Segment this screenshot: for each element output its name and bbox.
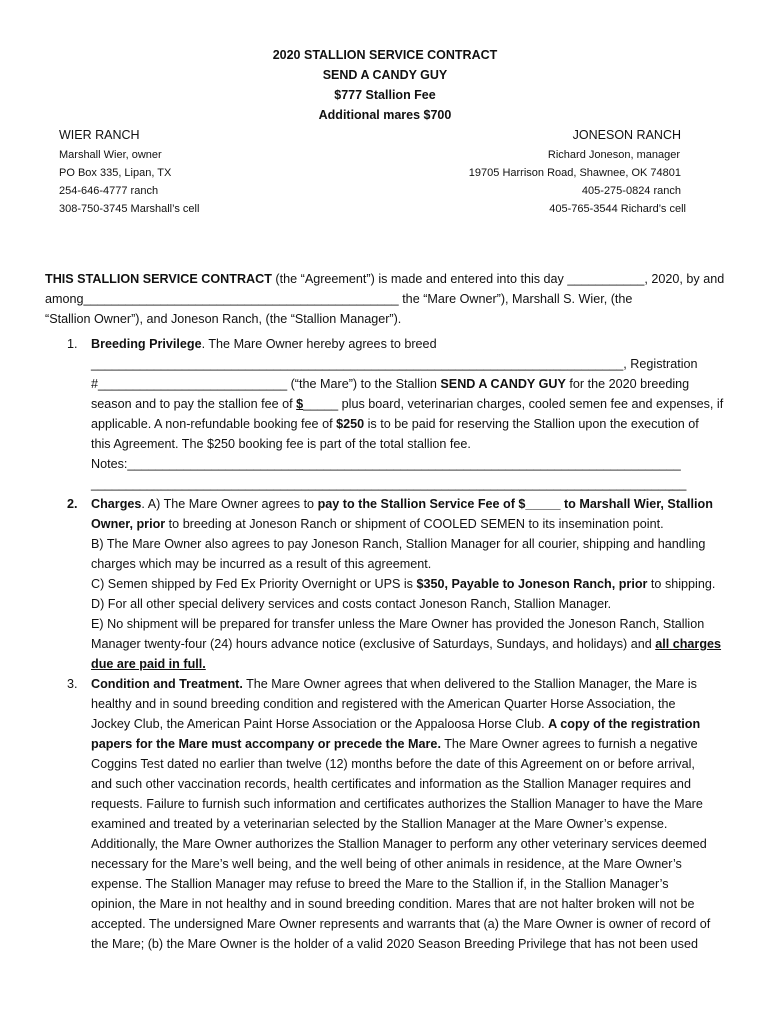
booking-fee: $250	[336, 417, 365, 431]
left-ranch-name: WIER RANCH	[59, 128, 140, 142]
intro-line-3: “Stallion Owner”), and Joneson Ranch, (the “Stallion Manager”).	[45, 311, 402, 326]
text-line: the Mare; (b) the Mare Owner is the holder of a valid 2020 Season Breeding Privilege that has not been used	[91, 937, 698, 951]
text-line: The Mare Owner agrees to furnish a negative	[440, 737, 698, 751]
text-line: Additionally, the Mare Owner authorizes the Stallion Manager to perform any other veterinary services deemed	[91, 837, 707, 851]
text-line: expense. The Stallion Manager may refuse to breed the Mare to the Stallion if, in the Stallion Manager’s	[91, 877, 669, 891]
text-bold-underlined: all charges	[655, 637, 722, 651]
notes-line: _____________________________________________________________________________________	[91, 477, 687, 491]
intro-line-2: among_____________________________________________ the “Mare Owner”), Marshall S. Wier, (the	[45, 291, 633, 306]
text-line: examined and treated by a veterinarian selected by the Stallion Manager at the Mare Owner’s expense.	[91, 817, 668, 831]
text-line: accepted. The undersigned Mare Owner represents and warrants that (a) the Mare Owner is owner of record of	[91, 917, 711, 931]
intro-bold: THIS STALLION SERVICE CONTRACT	[45, 272, 272, 286]
section-number: 2.	[67, 497, 78, 511]
text-line: Manager twenty-four (24) hours advance notice (exclusive of Saturdays, Sundays, and holidays) and	[91, 637, 656, 651]
left-ranch-phone: 254-646-4777 ranch	[59, 185, 159, 197]
fee-symbol: $	[296, 397, 304, 411]
text-line: and such other vaccination records, health certificates and information as the Stallion Manager requires and	[91, 777, 691, 791]
left-ranch-address: PO Box 335, Lipan, TX	[59, 167, 172, 179]
section-charges	[67, 494, 727, 674]
text-line: E) No shipment will be prepared for transfer unless the Mare Owner has provided the Joneson Ranch, Stallion	[91, 617, 705, 631]
text-bold-underlined: due are paid in full.	[91, 657, 206, 671]
text-line: charges which may be incurred as a result of this agreement.	[91, 557, 432, 571]
stallion-fee: $777 Stallion Fee	[334, 88, 436, 102]
text-line: applicable. A non-refundable booking fee of	[91, 417, 337, 431]
section-breeding-privilege	[67, 334, 727, 494]
text-line: opinion, the Mare in not healthy and in sound breeding condition. Mares that are not halter broken will not be	[91, 897, 695, 911]
text-bold: $350, Payable to Joneson Ranch, prior	[416, 577, 648, 591]
contract-title: 2020 STALLION SERVICE CONTRACT	[272, 48, 498, 62]
text-line: for the 2020 breeding	[565, 377, 690, 391]
right-ranch-phone: 405-275-0824 ranch	[581, 185, 681, 197]
text-line: healthy and in sound breeding condition and registered with the American Quarter Horse Association, the	[91, 697, 676, 711]
section-number: 3.	[67, 677, 78, 691]
text-line: B) The Mare Owner also agrees to pay Joneson Ranch, Stallion Manager for all courier, shipping and handling	[91, 537, 706, 551]
text-line: Coggins Test dated no earlier than twelve (12) months before the date of this Agreement on or before arrival,	[91, 757, 695, 771]
text-line: is to be paid for reserving the Stallion upon the execution of	[364, 417, 699, 431]
text-line: _____ plus board, veterinarian charges, cooled semen fee and expenses, if	[303, 397, 724, 411]
notes-line: Notes:_______________________________________________________________________________	[91, 457, 681, 471]
intro-paragraph	[45, 270, 725, 329]
section-number: 1.	[67, 337, 78, 351]
text-line: C) Semen shipped by Fed Ex Priority Overnight or UPS is	[91, 577, 417, 591]
additional-mares-fee: Additional mares $700	[318, 108, 452, 122]
text-line: requests. Failure to furnish such information and certificates authorizes the Stallion Manager to have the Mare	[91, 797, 703, 811]
stallion-name: SEND A CANDY GUY	[322, 68, 448, 82]
text-line: The Mare Owner agrees that when delivered to the Stallion Manager, the Mare is	[242, 677, 697, 691]
text-bold: Owner, prior	[91, 517, 166, 531]
section-heading: Condition and Treatment.	[91, 677, 243, 691]
section-heading: Breeding Privilege	[91, 337, 202, 351]
text-line: necessary for the Mare’s well being, and the well being of other animals in residence, at the Mare Owner’s	[91, 857, 682, 871]
text-bold: papers for the Mare must accompany or precede the Mare.	[91, 737, 441, 751]
text-line: . The Mare Owner hereby agrees to breed	[201, 337, 437, 351]
text-line: Jockey Club, the American Paint Horse Association or the Appaloosa Horse Club.	[91, 717, 549, 731]
right-ranch-manager: Richard Joneson, manager	[547, 149, 680, 161]
left-ranch-cell: 308-750-3745 Marshall’s cell	[59, 203, 200, 215]
left-ranch-owner: Marshall Wier, owner	[59, 149, 162, 161]
text-line: to breeding at Joneson Ranch or shipment of COOLED SEMEN to its insemination point.	[165, 517, 664, 531]
text-line: . A) The Mare Owner agrees to	[141, 497, 318, 511]
text-line: season and to pay the stallion fee of	[91, 397, 297, 411]
right-ranch-name: JONESON RANCH	[572, 128, 681, 142]
text-line: #___________________________ (“the Mare”) to the Stallion	[91, 377, 441, 391]
text-line: this Agreement. The $250 booking fee is part of the total stallion fee.	[91, 437, 471, 451]
stallion-ref: SEND A CANDY GUY	[440, 377, 566, 391]
text-bold: pay to the Stallion Service Fee of $_____ to Marshall Wier, Stallion	[317, 497, 713, 511]
text-bold: A copy of the registration	[548, 717, 701, 731]
text-line: ____________________________________________________________________________, Registration	[91, 357, 698, 371]
right-ranch-cell: 405-765-3544 Richard’s cell	[549, 203, 686, 215]
intro-line-1: (the “Agreement”) is made and entered into this day ___________, 2020, by and	[271, 272, 725, 286]
right-ranch-address: 19705 Harrison Road, Shawnee, OK 74801	[468, 167, 681, 179]
section-heading: Charges	[91, 497, 142, 511]
text-line: to shipping.	[647, 577, 716, 591]
section-condition-treatment	[67, 674, 727, 954]
text-line: D) For all other special delivery services and costs contact Joneson Ranch, Stallion Manager.	[91, 597, 612, 611]
